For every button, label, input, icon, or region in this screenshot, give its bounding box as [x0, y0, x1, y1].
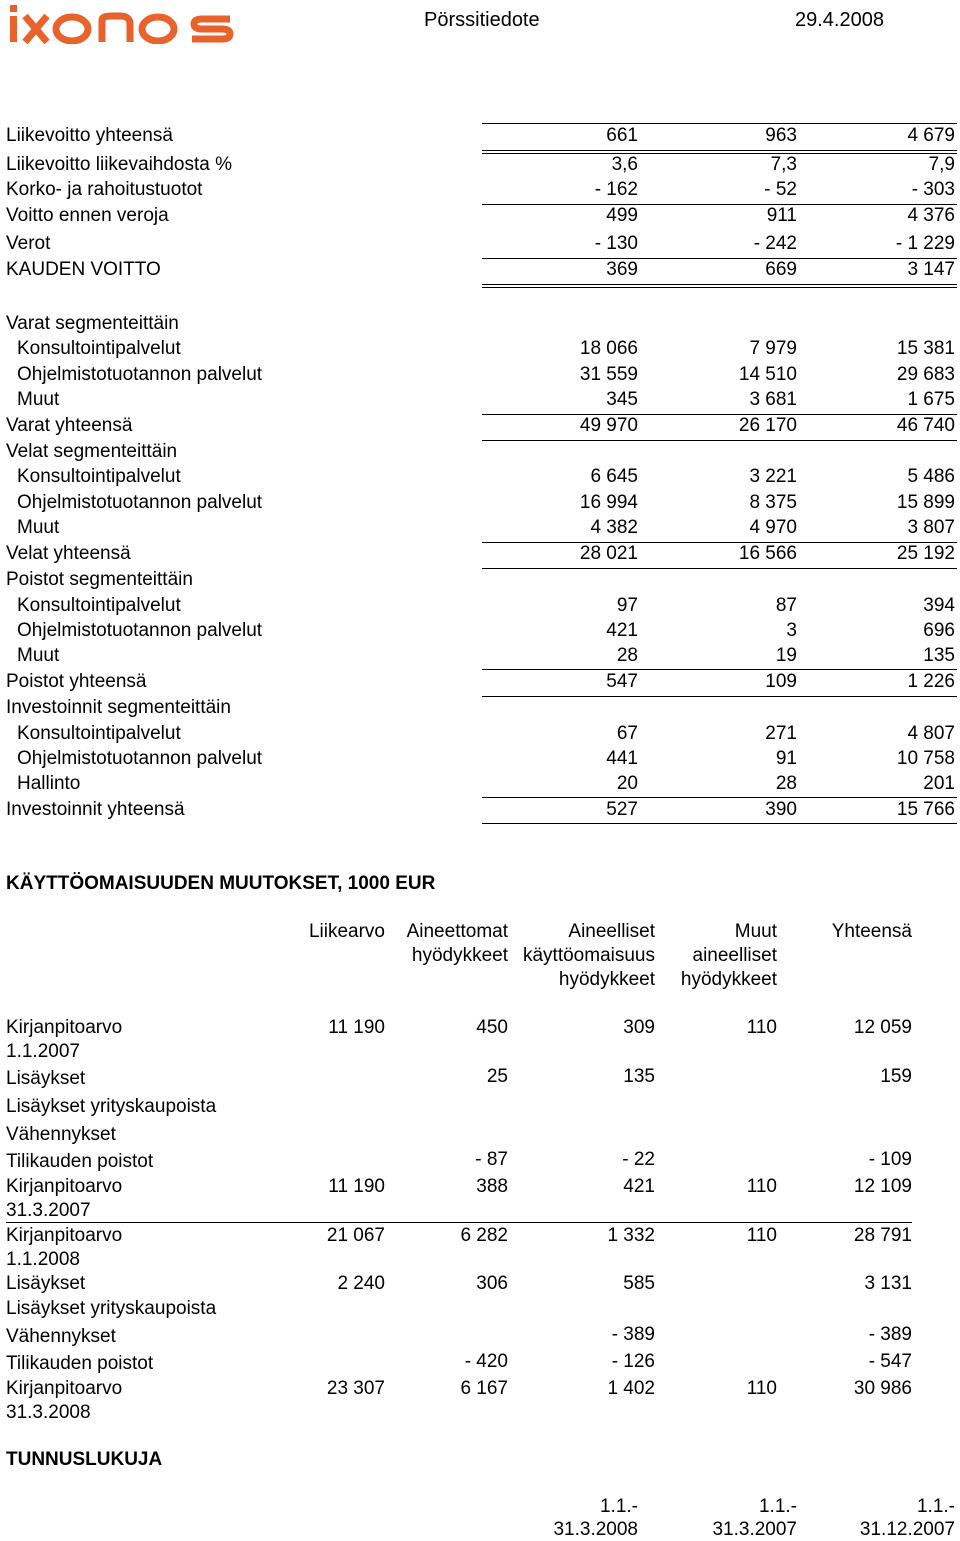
assets-row-label: Tilikauden poistot	[6, 1353, 154, 1374]
assets-row-value: - 22	[622, 1149, 655, 1170]
segment-row-value: 4 382	[590, 517, 638, 538]
document-date: 29.4.2008	[795, 9, 884, 31]
assets-row-value: - 389	[611, 1324, 655, 1345]
assets-row-value: 28 791	[853, 1225, 912, 1246]
segment-row-label: Muut	[17, 645, 60, 666]
segment-row-label: Muut	[17, 517, 60, 538]
assets-row-value: - 126	[611, 1351, 655, 1372]
segment-row-label: Poistot segmenteittäin	[6, 569, 193, 590]
segment-row-value: 7,3	[770, 154, 797, 175]
segment-row-value: 15 899	[896, 492, 955, 513]
assets-column-header: hyödykkeet	[558, 969, 655, 990]
segment-row-label: Ohjelmistotuotannon palvelut	[17, 492, 263, 513]
segment-row-label: Poistot yhteensä	[6, 671, 147, 692]
segment-row-value: 28	[616, 645, 638, 666]
ratios-period-start: 1.1.-	[599, 1496, 638, 1517]
segment-row-value: 271	[765, 723, 797, 744]
segment-row-label: Ohjelmistotuotannon palvelut	[17, 620, 263, 641]
assets-row-label: Lisäykset yrityskaupoista	[6, 1298, 217, 1319]
assets-row-value: 585	[623, 1273, 655, 1294]
ratios-period-end: 31.12.2007	[859, 1519, 955, 1540]
segment-row-label: Ohjelmistotuotannon palvelut	[17, 748, 263, 769]
segment-row-value: 14 510	[738, 364, 797, 385]
segment-row-label: Varat yhteensä	[6, 415, 133, 436]
table-rule	[482, 542, 957, 543]
assets-row-value: 309	[623, 1017, 655, 1038]
segment-row-value: 4 376	[907, 205, 955, 226]
assets-row-value: 11 190	[328, 1176, 385, 1197]
assets-row-value: 306	[476, 1273, 508, 1294]
segment-row-value: 963	[765, 125, 797, 146]
segment-row-label: Hallinto	[17, 773, 81, 794]
table-rule	[6, 1222, 912, 1223]
segment-row-label: KAUDEN VOITTO	[6, 259, 161, 280]
segment-row-value: 441	[606, 748, 638, 769]
assets-column-header: Muut	[734, 921, 777, 942]
table-rule	[482, 150, 957, 154]
assets-row-label: Lisäykset	[6, 1068, 86, 1089]
segment-row-label: Konsultointipalvelut	[17, 723, 181, 744]
segment-row-label: Investoinnit yhteensä	[6, 799, 185, 820]
segment-row-value: 67	[616, 723, 638, 744]
assets-row-date: 31.3.2008	[6, 1402, 91, 1423]
segment-row-value: - 1 229	[895, 233, 955, 254]
segment-row-value: 527	[606, 799, 638, 820]
segment-row-label: Muut	[17, 389, 60, 410]
table-rule	[482, 284, 957, 288]
table-rule	[482, 204, 957, 205]
assets-row-date: 1.1.2008	[6, 1249, 80, 1270]
assets-row-value: 11 190	[328, 1017, 385, 1038]
segment-row-label: Konsultointipalvelut	[17, 595, 181, 616]
segment-row-value: 15 381	[896, 338, 955, 359]
table-rule	[482, 797, 957, 798]
segment-row-value: 421	[606, 620, 638, 641]
segment-row-value: 29 683	[896, 364, 955, 385]
ratios-period-start: 1.1.-	[916, 1496, 955, 1517]
assets-row-value: 3 131	[864, 1273, 912, 1294]
table-rule	[482, 669, 957, 670]
assets-row-value: - 547	[868, 1351, 912, 1372]
assets-row-value: 30 986	[853, 1378, 912, 1399]
assets-row-label: Kirjanpitoarvo	[6, 1176, 123, 1197]
segment-row-value: 20	[616, 773, 638, 794]
assets-row-label: Lisäykset	[6, 1273, 86, 1294]
segment-row-value: 1 675	[907, 389, 955, 410]
assets-row-date: 1.1.2007	[6, 1041, 80, 1062]
segment-row-value: 7 979	[749, 338, 797, 359]
assets-row-value: 12 109	[853, 1176, 912, 1197]
segment-row-value: 3,6	[611, 154, 638, 175]
segment-row-value: 135	[923, 645, 955, 666]
table-rule	[482, 123, 957, 124]
segment-row-value: 4 807	[907, 723, 955, 744]
assets-row-value: 110	[746, 1176, 777, 1197]
segment-row-value: 661	[606, 125, 638, 146]
assets-row-value: - 109	[868, 1149, 912, 1170]
segment-row-value: 4 679	[907, 125, 955, 146]
assets-row-value: - 87	[475, 1149, 508, 1170]
segment-row-value: 16 566	[738, 543, 797, 564]
table-rule	[482, 258, 957, 259]
assets-column-header: Yhteensä	[831, 921, 912, 942]
assets-row-date: 31.3.2007	[6, 1200, 91, 1221]
assets-row-value: 388	[476, 1176, 508, 1197]
segment-row-value: - 52	[764, 179, 797, 200]
assets-row-value: - 389	[868, 1324, 912, 1345]
assets-row-value: 1 402	[607, 1378, 655, 1399]
table-rule	[482, 823, 957, 824]
assets-row-label: Lisäykset yrityskaupoista	[6, 1096, 217, 1117]
table-rule	[482, 568, 957, 569]
segment-row-value: 25 192	[896, 543, 955, 564]
assets-row-value: 1 332	[607, 1225, 655, 1246]
segment-row-value: 15 766	[896, 799, 955, 820]
assets-row-label: Vähennykset	[6, 1124, 116, 1145]
segment-row-label: Velat yhteensä	[6, 543, 131, 564]
segment-row-value: 201	[923, 773, 955, 794]
segment-row-value: 669	[765, 259, 797, 280]
table-rule	[482, 440, 957, 441]
assets-row-value: - 420	[464, 1351, 508, 1372]
assets-row-value: 2 240	[337, 1273, 385, 1294]
segment-row-value: 696	[923, 620, 955, 641]
segment-row-value: 28	[775, 773, 797, 794]
segment-row-value: 6 645	[590, 466, 638, 487]
assets-column-header: Aineelliset	[568, 921, 655, 942]
assets-row-label: Kirjanpitoarvo	[6, 1017, 123, 1038]
segment-row-value: 49 970	[579, 415, 638, 436]
segment-row-value: 1 226	[907, 671, 955, 692]
segment-row-value: - 303	[911, 179, 955, 200]
assets-row-value: 6 282	[460, 1225, 508, 1246]
segment-row-label: Konsultointipalvelut	[17, 466, 181, 487]
assets-row-value: 25	[486, 1066, 508, 1087]
segment-row-label: Verot	[6, 233, 51, 254]
assets-row-value: 421	[623, 1176, 655, 1197]
assets-row-value: 135	[623, 1066, 655, 1087]
assets-column-header: käyttöomaisuus	[522, 945, 655, 966]
segment-row-value: 19	[775, 645, 797, 666]
document-type: Pörssitiedote	[424, 9, 540, 31]
assets-row-value: 450	[476, 1017, 508, 1038]
table-rule	[482, 696, 957, 697]
assets-row-label: Tilikauden poistot	[6, 1151, 154, 1172]
segment-row-value: 3 807	[907, 517, 955, 538]
segment-row-value: 87	[775, 595, 797, 616]
segment-row-value: 547	[606, 671, 638, 692]
assets-row-value: 23 307	[326, 1378, 385, 1399]
segment-row-value: 109	[765, 671, 797, 692]
segment-row-value: 16 994	[579, 492, 638, 513]
assets-column-header: hyödykkeet	[680, 969, 777, 990]
segment-row-value: 31 559	[579, 364, 638, 385]
assets-column-header: Liikearvo	[308, 921, 385, 942]
segment-row-value: - 130	[594, 233, 638, 254]
segment-row-value: 46 740	[896, 415, 955, 436]
assets-row-value: 110	[746, 1225, 777, 1246]
segment-row-value: 7,9	[928, 154, 955, 175]
segment-row-label: Liikevoitto liikevaihdosta %	[6, 154, 233, 175]
table-rule	[482, 414, 957, 415]
ratios-period-end: 31.3.2007	[712, 1519, 797, 1540]
assets-column-header: Aineettomat	[406, 921, 508, 942]
segment-row-value: 911	[766, 205, 797, 226]
ixonos-logo	[8, 2, 240, 44]
segment-row-value: 369	[606, 259, 638, 280]
assets-row-label: Vähennykset	[6, 1326, 116, 1347]
assets-row-value: 110	[746, 1017, 777, 1038]
segment-row-label: Ohjelmistotuotannon palvelut	[17, 364, 263, 385]
segment-row-value: 3 147	[907, 259, 955, 280]
segment-row-value: - 162	[594, 179, 638, 200]
segment-row-value: 394	[923, 595, 955, 616]
segment-row-value: 97	[616, 595, 638, 616]
segment-row-value: 5 486	[907, 466, 955, 487]
segment-row-value: 3	[786, 620, 797, 641]
segment-row-value: 26 170	[738, 415, 797, 436]
ratios-heading: TUNNUSLUKUJA	[6, 1449, 163, 1470]
segment-row-value: 3 221	[749, 466, 797, 487]
segment-row-label: Liikevoitto yhteensä	[6, 125, 173, 146]
segment-row-value: 10 758	[896, 748, 955, 769]
segment-row-label: Velat segmenteittäin	[6, 441, 178, 462]
segment-row-value: 4 970	[749, 517, 797, 538]
segment-row-label: Voitto ennen veroja	[6, 205, 169, 226]
segment-row-value: 345	[606, 389, 638, 410]
assets-row-value: 110	[746, 1378, 777, 1399]
ratios-period-end: 31.3.2008	[553, 1519, 638, 1540]
assets-heading: KÄYTTÖOMAISUUDEN MUUTOKSET, 1000 EUR	[6, 873, 436, 894]
assets-row-value: 12 059	[853, 1017, 912, 1038]
assets-row-label: Kirjanpitoarvo	[6, 1225, 123, 1246]
segment-row-value: - 242	[753, 233, 797, 254]
segment-row-value: 91	[775, 748, 797, 769]
segment-row-label: Investoinnit segmenteittäin	[6, 697, 231, 718]
segment-row-value: 3 681	[749, 389, 797, 410]
assets-row-value: 21 067	[326, 1225, 385, 1246]
segment-row-value: 390	[765, 799, 797, 820]
assets-row-value: 159	[880, 1066, 912, 1087]
segment-row-label: Korko- ja rahoitustuotot	[6, 179, 203, 200]
segment-row-value: 28 021	[579, 543, 638, 564]
segment-row-label: Varat segmenteittäin	[6, 313, 179, 334]
assets-row-label: Kirjanpitoarvo	[6, 1378, 123, 1399]
ratios-period-start: 1.1.-	[758, 1496, 797, 1517]
assets-column-header: hyödykkeet	[411, 945, 508, 966]
segment-row-label: Konsultointipalvelut	[17, 338, 181, 359]
assets-column-header: aineelliset	[692, 945, 777, 966]
segment-row-value: 18 066	[579, 338, 638, 359]
segment-row-value: 499	[606, 205, 638, 226]
assets-row-value: 6 167	[460, 1378, 508, 1399]
segment-row-value: 8 375	[749, 492, 797, 513]
